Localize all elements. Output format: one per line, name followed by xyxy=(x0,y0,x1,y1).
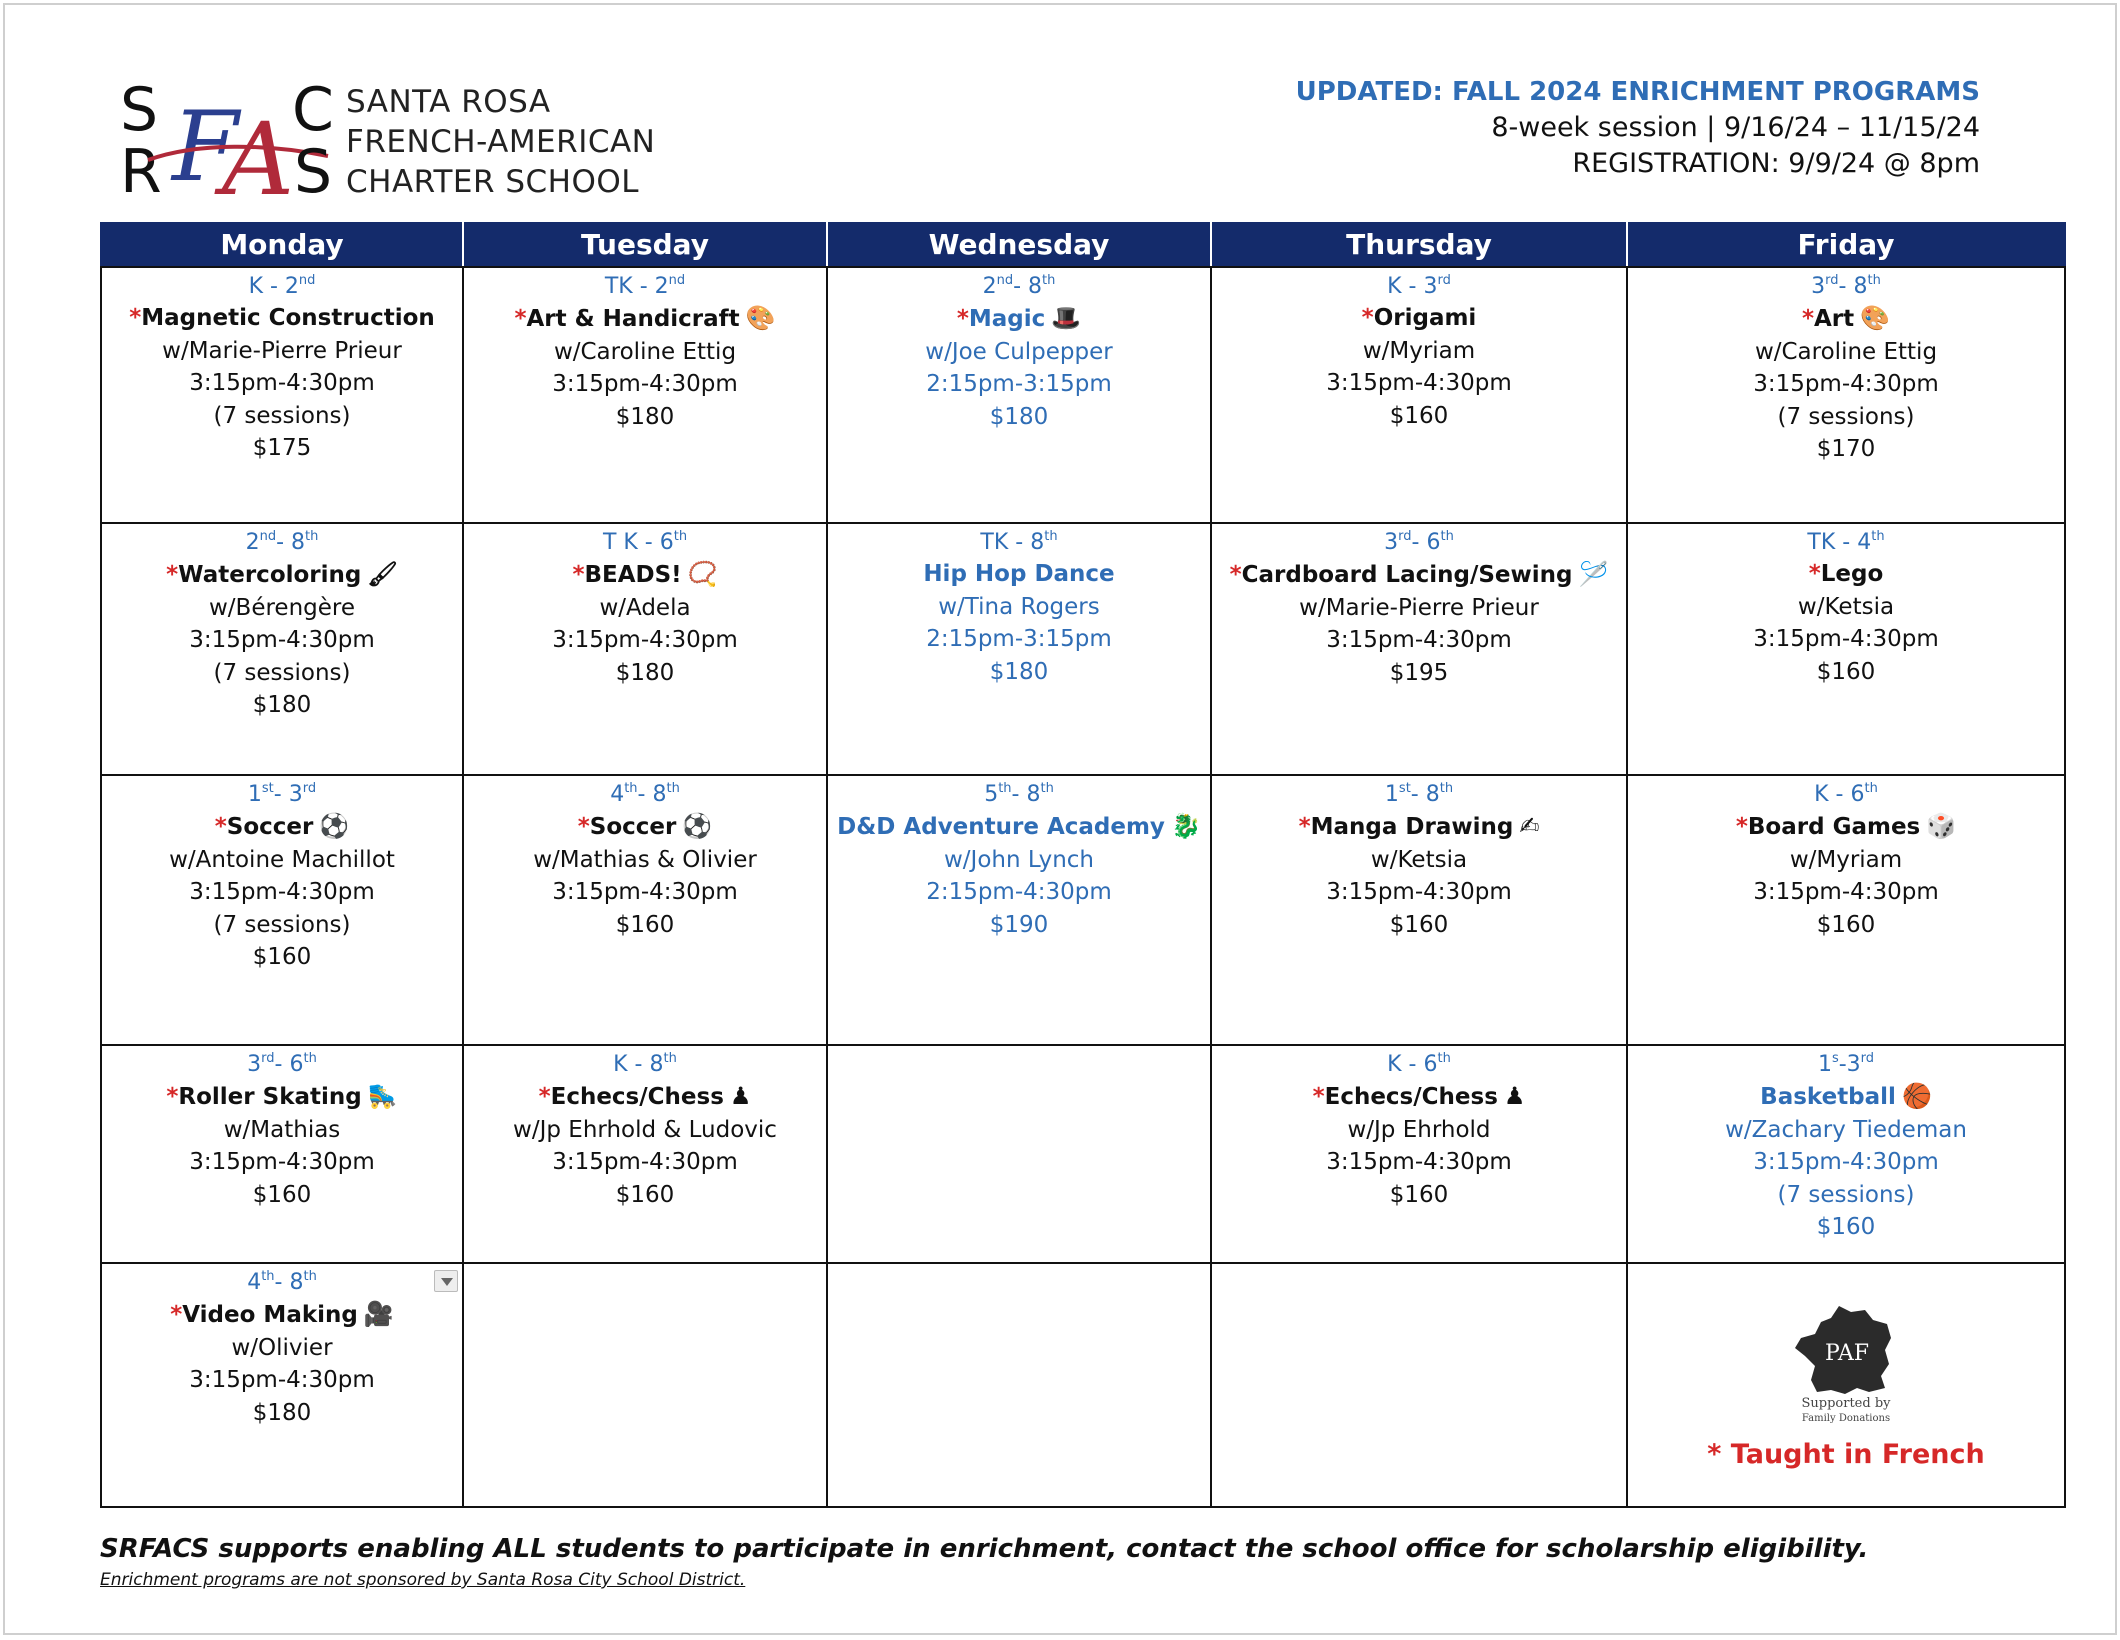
french-marker-icon: * xyxy=(170,1302,183,1328)
french-marker-icon: * xyxy=(129,305,142,331)
cell-monday-5 xyxy=(101,1263,463,1507)
class-time: 3:15pm-4:30pm xyxy=(1753,371,1939,397)
supported-by-text: Supported by xyxy=(1801,1396,1891,1411)
cell-wednesday-4 xyxy=(827,1045,1211,1263)
class-name: Basketball xyxy=(1760,1084,1896,1110)
instructor: w/Caroline Ettig xyxy=(553,338,737,365)
french-marker-icon: * xyxy=(1298,814,1311,840)
day-header-friday: Friday xyxy=(1627,223,2065,267)
class-name-line xyxy=(468,1080,822,1114)
class-price: $175 xyxy=(252,435,312,461)
instructor: w/Marie-Pierre Prieur xyxy=(162,337,402,364)
cell-thursday-5 xyxy=(1211,1263,1627,1507)
class-price: $190 xyxy=(989,911,1049,938)
class-time: 3:15pm-4:30pm xyxy=(552,627,738,653)
cell-friday-4 xyxy=(1627,1045,2065,1263)
instructor: w/Antoine Machillot xyxy=(169,846,395,873)
schedule-row xyxy=(101,1045,2065,1263)
class-name: Echecs/Chess xyxy=(550,1084,724,1110)
class-time: 3:15pm-4:30pm xyxy=(1326,370,1512,396)
instructor: w/Ketsia xyxy=(1370,846,1468,873)
school-name-line-1: SANTA ROSA xyxy=(346,84,551,120)
activity-icon: 🖌 xyxy=(367,560,398,588)
class-time: 3:15pm-4:30pm xyxy=(189,1367,375,1393)
logo-letter-f: F xyxy=(172,91,239,202)
class-price: $160 xyxy=(1389,402,1449,429)
schedule-table xyxy=(100,222,2066,1508)
french-marker-icon: * xyxy=(577,814,590,840)
class-name-line xyxy=(832,302,1206,336)
cell-tuesday-5 xyxy=(463,1263,827,1507)
class-name-line xyxy=(1216,810,1622,844)
cell-monday-3 xyxy=(101,775,463,1045)
grade-range: K - 2nd xyxy=(248,273,316,299)
class-price: $180 xyxy=(615,403,675,430)
grade-range: 1st- 3rd xyxy=(247,781,317,807)
schedule-row xyxy=(101,523,2065,775)
activity-icon: 🏀 xyxy=(1901,1082,1932,1110)
class-name: Magnetic Construction xyxy=(141,305,435,331)
grade-range: 5th- 8th xyxy=(984,781,1054,807)
class-time: 2:15pm-4:30pm xyxy=(926,879,1112,905)
class-name-line xyxy=(106,1298,458,1332)
class-time: 2:15pm-3:15pm xyxy=(926,371,1112,397)
cell-wednesday-1 xyxy=(827,267,1211,523)
class-time: 3:15pm-4:30pm xyxy=(189,879,375,905)
class-name-line xyxy=(1632,810,2060,844)
class-name-line xyxy=(106,1080,458,1114)
class-time: 3:15pm-4:30pm xyxy=(1326,627,1512,653)
activity-icon: ⚽ xyxy=(682,812,713,840)
program-header xyxy=(1296,74,1980,182)
class-price: $160 xyxy=(615,911,675,938)
day-header-thursday: Thursday xyxy=(1211,223,1627,267)
class-time: 3:15pm-4:30pm xyxy=(1753,626,1939,652)
class-price: $160 xyxy=(1389,1181,1449,1208)
cell-tuesday-4 xyxy=(463,1045,827,1263)
grade-range: T K - 6th xyxy=(602,529,688,555)
program-title: UPDATED: FALL 2024 ENRICHMENT PROGRAMS xyxy=(1295,77,1980,107)
cell-thursday-1 xyxy=(1211,267,1627,523)
cell-friday-1 xyxy=(1627,267,2065,523)
session-count: (7 sessions) xyxy=(1777,403,1915,430)
class-price: $160 xyxy=(1816,1214,1876,1240)
activity-icon: 🎨 xyxy=(745,304,776,332)
class-name-line xyxy=(468,810,822,844)
day-header-row xyxy=(101,223,2065,267)
class-time: 3:15pm-4:30pm xyxy=(189,1149,375,1175)
grade-range: K - 6th xyxy=(1387,1051,1451,1077)
cell-tuesday-1 xyxy=(463,267,827,523)
grade-range: TK - 2nd xyxy=(604,273,686,299)
school-name-line-3: CHARTER SCHOOL xyxy=(346,164,640,200)
instructor: w/Ketsia xyxy=(1797,593,1895,620)
class-name-line xyxy=(1216,558,1622,592)
activity-icon: ✍ xyxy=(1519,812,1540,840)
class-name: Hip Hop Dance xyxy=(923,561,1115,587)
session-count: (7 sessions) xyxy=(1777,1181,1915,1208)
class-name: Magic xyxy=(968,306,1046,332)
sponsorship-disclaimer: Enrichment programs are not sponsored by Santa Rosa City School District. xyxy=(100,1570,746,1590)
cell-friday-3 xyxy=(1627,775,2065,1045)
grade-range: 2nd- 8th xyxy=(982,273,1056,299)
grade-range: K - 3rd xyxy=(1387,273,1451,299)
cell-tuesday-3 xyxy=(463,775,827,1045)
day-header-wednesday: Wednesday xyxy=(827,223,1211,267)
class-name-line xyxy=(468,302,822,336)
instructor: w/Marie-Pierre Prieur xyxy=(1299,594,1539,621)
class-price: $180 xyxy=(252,1399,312,1426)
class-time: 3:15pm-4:30pm xyxy=(1753,879,1939,905)
instructor: w/Bérengère xyxy=(208,594,356,621)
class-name: Watercoloring xyxy=(178,562,362,588)
class-name: BEADS! xyxy=(584,562,682,588)
logo-letter-a: A xyxy=(222,101,295,202)
instructor: w/Mathias & Olivier xyxy=(533,846,757,873)
class-time: 3:15pm-4:30pm xyxy=(552,371,738,397)
class-time: 3:15pm-4:30pm xyxy=(1326,879,1512,905)
school-name-line-2: FRENCH-AMERICAN xyxy=(346,124,656,160)
class-name-line xyxy=(468,558,822,592)
scholarship-note: SRFACS supports enabling ALL students to participate in enrichment, contact the school office for scholarship eligibility. xyxy=(100,1534,1869,1564)
grade-range: 2nd- 8th xyxy=(245,529,319,555)
class-name: Lego xyxy=(1820,561,1884,587)
class-name-line xyxy=(832,810,1206,844)
french-marker-icon: * xyxy=(1229,562,1242,588)
cell-thursday-3 xyxy=(1211,775,1627,1045)
grade-range: 3rd- 6th xyxy=(1384,529,1454,555)
registration-date: REGISTRATION: 9/9/24 @ 8pm xyxy=(1572,148,1980,179)
class-name: Video Making xyxy=(182,1302,358,1328)
french-marker-icon: * xyxy=(514,306,527,332)
cell-friday-2 xyxy=(1627,523,2065,775)
grade-range: K - 6th xyxy=(1814,781,1878,807)
french-marker-icon: * xyxy=(572,562,585,588)
instructor: w/John Lynch xyxy=(944,846,1094,873)
france-map-icon xyxy=(1791,1304,1901,1396)
activity-icon: ⚽ xyxy=(319,812,350,840)
french-marker-icon: * xyxy=(166,1084,179,1110)
instructor: w/Joe Culpepper xyxy=(925,338,1113,365)
french-marker-icon: * xyxy=(1801,306,1814,332)
cell-thursday-4 xyxy=(1211,1045,1627,1263)
family-donations-text: Family Donations xyxy=(1801,1413,1891,1424)
schedule-row xyxy=(101,1263,2065,1507)
french-marker-icon: * xyxy=(956,306,969,332)
instructor: w/Jp Ehrhold xyxy=(1347,1116,1491,1143)
cell-monday-4 xyxy=(101,1045,463,1263)
class-name: Origami xyxy=(1373,305,1477,331)
cell-tuesday-2 xyxy=(463,523,827,775)
class-price: $180 xyxy=(989,403,1049,430)
class-name: Art xyxy=(1814,306,1855,332)
french-marker-icon: * xyxy=(1808,561,1821,587)
class-price: $170 xyxy=(1816,436,1876,462)
activity-icon: 🎨 xyxy=(1860,304,1891,332)
session-dates: 8-week session | 9/16/24 – 11/15/24 xyxy=(1491,112,1980,143)
grade-range: 1st- 8th xyxy=(1384,781,1454,807)
class-time: 3:15pm-4:30pm xyxy=(1753,1149,1939,1175)
activity-icon: 🎲 xyxy=(1926,812,1957,840)
french-marker-icon: * xyxy=(1312,1084,1325,1110)
schedule-body xyxy=(101,267,2065,1507)
schedule-row xyxy=(101,775,2065,1045)
class-price: $160 xyxy=(1816,658,1876,685)
paf-label: PAF xyxy=(1825,1341,1869,1366)
grade-range: TK - 4th xyxy=(1807,529,1885,555)
cell-wednesday-3 xyxy=(827,775,1211,1045)
grade-range: K - 8th xyxy=(613,1051,677,1077)
class-price: $160 xyxy=(615,1181,675,1208)
class-price: $180 xyxy=(252,692,312,718)
activity-icon: 🎩 xyxy=(1051,304,1082,332)
class-name: Manga Drawing xyxy=(1310,814,1514,840)
activity-icon: 🎥 xyxy=(363,1300,394,1328)
french-marker-icon: * xyxy=(1361,305,1374,331)
class-price: $160 xyxy=(252,1181,312,1208)
french-marker-icon: * xyxy=(1735,814,1748,840)
class-name: Art & Handicraft xyxy=(526,306,740,332)
class-price: $160 xyxy=(1816,911,1876,938)
instructor: w/Caroline Ettig xyxy=(1754,338,1938,365)
activity-icon: 🪡 xyxy=(1578,560,1609,588)
class-price: $195 xyxy=(1389,659,1449,686)
class-name-line xyxy=(1216,302,1622,335)
grade-range: 4th- 8th xyxy=(247,1269,317,1295)
class-price: $160 xyxy=(1389,911,1449,938)
class-name-line xyxy=(106,558,458,592)
instructor: w/Zachary Tiedeman xyxy=(1725,1116,1967,1143)
activity-icon: ♟ xyxy=(1503,1082,1526,1110)
grade-range: 3rd- 6th xyxy=(247,1051,317,1077)
class-price: $160 xyxy=(252,944,312,970)
activity-icon: 🛼 xyxy=(367,1082,398,1110)
grade-range: 4th- 8th xyxy=(610,781,680,807)
activity-icon: 🐉 xyxy=(1170,812,1201,840)
class-name: Roller Skating xyxy=(178,1084,362,1110)
day-header-tuesday: Tuesday xyxy=(463,223,827,267)
class-name: Echecs/Chess xyxy=(1324,1084,1498,1110)
instructor: w/Myriam xyxy=(1789,846,1903,873)
session-count: (7 sessions) xyxy=(213,911,351,938)
class-time: 3:15pm-4:30pm xyxy=(552,1149,738,1175)
class-name-line xyxy=(1632,1080,2060,1114)
class-name: Board Games xyxy=(1747,814,1921,840)
class-name-line xyxy=(106,302,458,335)
class-time: 3:15pm-4:30pm xyxy=(189,627,375,653)
instructor: w/Myriam xyxy=(1362,337,1476,364)
dropdown-arrow-icon[interactable] xyxy=(434,1270,458,1292)
class-name: Cardboard Lacing/Sewing xyxy=(1241,562,1573,588)
instructor: w/Mathias xyxy=(223,1116,341,1143)
logo-letter-s2: S xyxy=(294,137,333,202)
class-name-line xyxy=(106,810,458,844)
class-time: 3:15pm-4:30pm xyxy=(1326,1149,1512,1175)
instructor: w/Adela xyxy=(599,594,691,621)
french-marker-icon: * xyxy=(538,1084,551,1110)
instructor: w/Olivier xyxy=(231,1334,333,1361)
class-name-line xyxy=(1632,558,2060,591)
class-name: Soccer xyxy=(226,814,314,840)
day-header-monday: Monday xyxy=(101,223,463,267)
activity-icon: 📿 xyxy=(687,560,718,588)
cell-monday-2 xyxy=(101,523,463,775)
class-name-line xyxy=(1632,302,2060,336)
cell-monday-1 xyxy=(101,267,463,523)
cell-friday-5 xyxy=(1627,1263,2065,1507)
logo-letter-r: R xyxy=(120,137,162,202)
session-count: (7 sessions) xyxy=(213,402,351,429)
class-name: Soccer xyxy=(589,814,677,840)
class-time: 3:15pm-4:30pm xyxy=(189,370,375,396)
cell-thursday-2 xyxy=(1211,523,1627,775)
class-name: D&D Adventure Academy xyxy=(837,814,1165,840)
french-marker-icon: * xyxy=(214,814,227,840)
grade-range: 1$^s$-3rd xyxy=(1817,1051,1875,1077)
class-price: $180 xyxy=(989,658,1049,685)
session-count: (7 sessions) xyxy=(213,659,351,686)
paf-legend xyxy=(1628,1304,2064,1472)
logo-letter-c: C xyxy=(292,75,334,145)
class-time: 2:15pm-3:15pm xyxy=(926,626,1112,652)
instructor: w/Tina Rogers xyxy=(938,593,1100,620)
class-name-line xyxy=(1216,1080,1622,1114)
school-name xyxy=(346,82,655,202)
grade-range: TK - 8th xyxy=(980,529,1058,555)
taught-in-french-legend: * Taught in French xyxy=(1707,1439,1985,1470)
grade-range: 3rd- 8th xyxy=(1811,273,1881,299)
cell-wednesday-5 xyxy=(827,1263,1211,1507)
cell-wednesday-2 xyxy=(827,523,1211,775)
schedule-row xyxy=(101,267,2065,523)
activity-icon: ♟ xyxy=(729,1082,752,1110)
french-marker-icon: * xyxy=(166,562,179,588)
class-time: 3:15pm-4:30pm xyxy=(552,879,738,905)
instructor: w/Jp Ehrhold & Ludovic xyxy=(513,1116,777,1143)
class-name-line xyxy=(832,558,1206,591)
logo-letter-s1: S xyxy=(120,75,159,145)
class-price: $180 xyxy=(615,659,675,686)
